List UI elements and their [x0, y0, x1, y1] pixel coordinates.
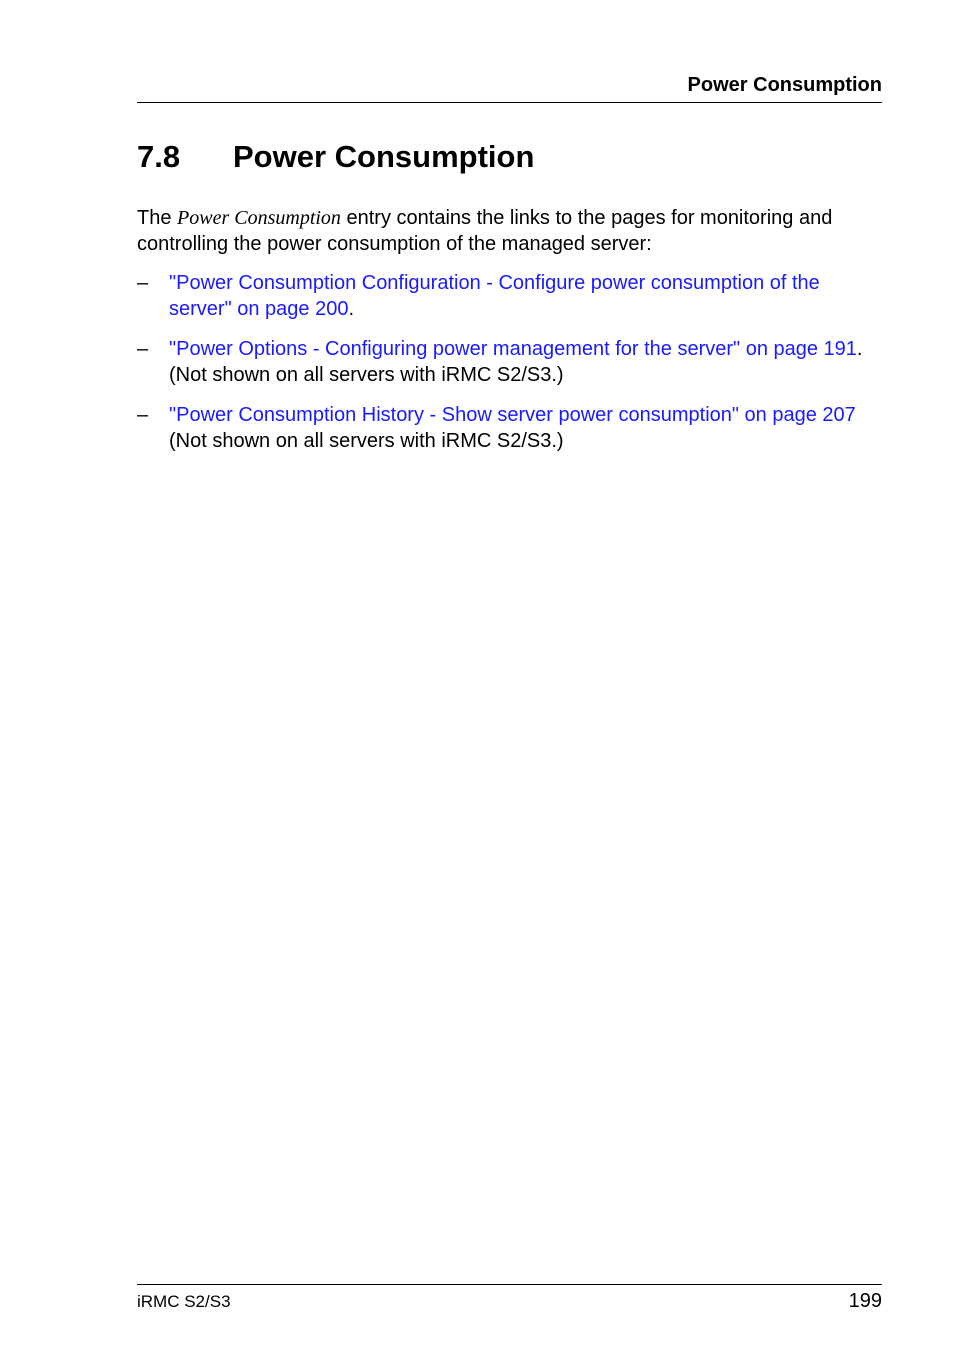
list-item — [137, 402, 882, 454]
list-item — [137, 270, 882, 322]
link-power-consumption-configuration[interactable]: "Power Consumption Configuration - Configure power consumption of the server" on page 200 — [169, 272, 820, 320]
section-number: 7.8 — [137, 139, 181, 174]
link-power-options[interactable]: "Power Options - Configuring power management for the server" on page 191 — [169, 338, 857, 360]
footer-divider — [137, 1284, 882, 1285]
list-item-trailing-text: . — [348, 298, 355, 320]
section-heading — [137, 136, 882, 178]
list-item-trailing-text: (Not shown on all servers with iRMC S2/S3.) — [169, 430, 564, 452]
intro-suffix: entry contains the links to the pages for monitoring and controlling the power consumption of the managed server: — [137, 207, 833, 255]
link-list — [137, 270, 882, 468]
list-dash: – — [137, 272, 149, 294]
link-power-consumption-history[interactable]: "Power Consumption History - Show server power consumption" on page 207 — [169, 404, 856, 426]
list-item — [137, 336, 882, 388]
section-title: Power Consumption — [233, 139, 535, 174]
list-item-trailing-text: . (Not shown on all servers with iRMC S2/S3.) — [169, 338, 863, 386]
intro-paragraph — [137, 205, 882, 257]
running-header-title: Power Consumption — [687, 74, 882, 96]
intro-prefix: The — [137, 207, 178, 229]
footer-product-name: iRMC S2/S3 — [137, 1292, 231, 1311]
list-dash: – — [137, 338, 149, 360]
header-divider — [137, 102, 882, 103]
footer-page-number: 199 — [848, 1290, 882, 1312]
intro-entry-name: Power Consumption — [177, 207, 341, 229]
list-dash: – — [137, 404, 149, 426]
